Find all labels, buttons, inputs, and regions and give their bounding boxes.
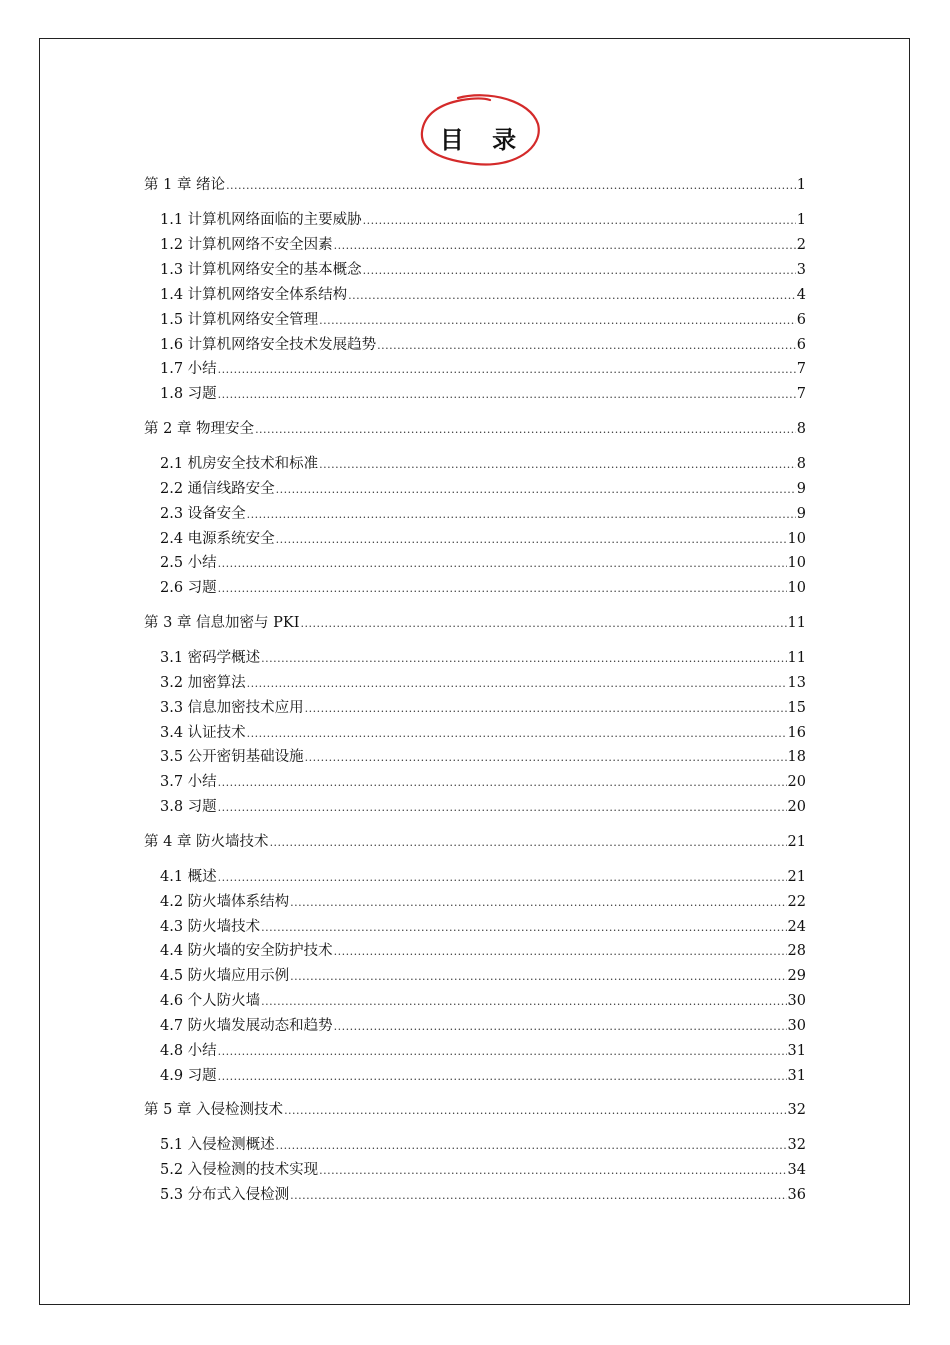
toc-chapter-entry bbox=[144, 831, 806, 853]
toc-dot-leader bbox=[218, 1065, 787, 1088]
toc-entry-title: 1.8 习题 bbox=[160, 386, 217, 403]
toc-page-number: 8 bbox=[796, 420, 806, 437]
toc-section-entry bbox=[160, 284, 806, 306]
toc-entry-title: 第 5 章 入侵检测技术 bbox=[144, 1102, 284, 1119]
toc-page-number: 32 bbox=[787, 1137, 806, 1154]
toc-dot-leader bbox=[218, 796, 787, 819]
toc-dot-leader bbox=[247, 503, 796, 526]
toc-page-number: 4 bbox=[796, 286, 806, 303]
toc-page-number: 31 bbox=[787, 1067, 806, 1084]
toc-entry-title: 4.5 防火墙应用示例 bbox=[160, 968, 290, 985]
toc-entry-title: 第 3 章 信息加密与 PKI bbox=[144, 614, 300, 631]
toc-page-number: 9 bbox=[796, 480, 806, 497]
toc-dot-leader bbox=[377, 334, 796, 357]
toc-entry-title: 1.2 计算机网络不安全因素 bbox=[160, 236, 333, 253]
toc-section-entry bbox=[160, 503, 806, 525]
toc-section-entry bbox=[160, 771, 806, 793]
toc-section-entry bbox=[160, 528, 806, 550]
toc-entry-title: 3.2 加密算法 bbox=[160, 674, 246, 691]
toc-entry-title: 1.6 计算机网络安全技术发展趋势 bbox=[160, 336, 377, 353]
toc-entry-title: 第 4 章 防火墙技术 bbox=[144, 833, 269, 850]
toc-entry-title: 3.7 小结 bbox=[160, 774, 217, 791]
toc-dot-leader bbox=[270, 831, 787, 854]
toc-chapter-entry bbox=[144, 174, 806, 196]
toc-entry-title: 4.2 防火墙体系结构 bbox=[160, 893, 290, 910]
toc-page-number: 10 bbox=[787, 580, 806, 597]
toc-entry-title: 1.7 小结 bbox=[160, 361, 217, 378]
toc-entry-title: 3.3 信息加密技术应用 bbox=[160, 699, 304, 716]
toc-page-number: 22 bbox=[787, 893, 806, 910]
toc-entry-title: 4.4 防火墙的安全防护技术 bbox=[160, 943, 333, 960]
toc-dot-leader bbox=[305, 746, 787, 769]
toc-dot-leader bbox=[276, 478, 796, 501]
toc-section-entry bbox=[160, 965, 806, 987]
toc-dot-leader bbox=[363, 209, 796, 232]
toc-chapter-entry bbox=[144, 612, 806, 634]
toc-entry-title: 4.3 防火墙技术 bbox=[160, 918, 261, 935]
toc-entry-title: 2.1 机房安全技术和标准 bbox=[160, 455, 319, 472]
toc-section-entry bbox=[160, 309, 806, 331]
toc-section-entry bbox=[160, 209, 806, 231]
toc-page-number: 6 bbox=[796, 311, 806, 328]
toc-entry-title: 3.5 公开密钥基础设施 bbox=[160, 749, 304, 766]
toc-section-entry bbox=[160, 891, 806, 913]
toc-dot-leader bbox=[290, 891, 786, 914]
toc-page-number: 11 bbox=[787, 614, 806, 631]
toc-section-entry bbox=[160, 383, 806, 405]
toc-dot-leader bbox=[363, 259, 796, 282]
toc-dot-leader bbox=[218, 383, 796, 406]
toc-dot-leader bbox=[276, 1134, 787, 1157]
toc-section-entry bbox=[160, 334, 806, 356]
toc-section-entry bbox=[160, 552, 806, 574]
toc-entry-title: 5.1 入侵检测概述 bbox=[160, 1137, 275, 1154]
toc-dot-leader bbox=[290, 1184, 786, 1207]
toc-page-number: 36 bbox=[787, 1187, 806, 1204]
page-title: 目 录 bbox=[439, 126, 527, 154]
toc-section-entry bbox=[160, 1134, 806, 1156]
toc-page-number: 21 bbox=[787, 868, 806, 885]
toc-page-number: 21 bbox=[787, 833, 806, 850]
toc-dot-leader bbox=[334, 940, 787, 963]
toc-chapter-entry bbox=[144, 418, 806, 440]
toc-dot-leader bbox=[261, 916, 786, 939]
toc-dot-leader bbox=[334, 234, 796, 257]
toc-entry-title: 第 2 章 物理安全 bbox=[144, 420, 255, 437]
toc-entry-title: 2.2 通信线路安全 bbox=[160, 480, 275, 497]
toc-page-number: 7 bbox=[796, 361, 806, 378]
toc-page-number: 7 bbox=[796, 386, 806, 403]
toc-section-entry bbox=[160, 577, 806, 599]
toc-section-entry bbox=[160, 1015, 806, 1037]
toc-page-number: 10 bbox=[787, 555, 806, 572]
toc-page-number: 32 bbox=[787, 1102, 806, 1119]
toc-dot-leader bbox=[290, 965, 786, 988]
toc-page-number: 2 bbox=[796, 236, 806, 253]
toc-entry-title: 第 1 章 绪论 bbox=[144, 177, 226, 193]
toc-entry-title: 5.3 分布式入侵检测 bbox=[160, 1187, 290, 1204]
toc-page-number: 30 bbox=[787, 1018, 806, 1035]
toc-section-entry bbox=[160, 358, 806, 380]
toc-entry-title: 1.3 计算机网络安全的基本概念 bbox=[160, 261, 362, 278]
toc-page-number: 3 bbox=[796, 261, 806, 278]
toc-page-number: 16 bbox=[787, 724, 806, 741]
toc-section-entry bbox=[160, 1159, 806, 1181]
toc-dot-leader bbox=[218, 866, 787, 889]
toc-section-entry bbox=[160, 866, 806, 888]
toc-entry-title: 1.4 计算机网络安全体系结构 bbox=[160, 286, 348, 303]
toc-page-number: 15 bbox=[787, 699, 806, 716]
toc-section-entry bbox=[160, 940, 806, 962]
toc-section-entry bbox=[160, 672, 806, 694]
toc-page-number: 6 bbox=[796, 336, 806, 353]
toc-entry-title: 4.6 个人防火墙 bbox=[160, 993, 261, 1010]
toc-dot-leader bbox=[218, 358, 796, 381]
toc-entry-title: 2.5 小结 bbox=[160, 555, 217, 572]
toc-page-number: 8 bbox=[796, 455, 806, 472]
toc-dot-leader bbox=[334, 1015, 787, 1038]
toc-dot-leader bbox=[300, 612, 786, 635]
toc-section-entry bbox=[160, 1184, 806, 1206]
toc-entry-title: 1.5 计算机网络安全管理 bbox=[160, 311, 319, 328]
toc-dot-leader bbox=[226, 174, 796, 197]
toc-entry-title: 2.3 设备安全 bbox=[160, 505, 246, 522]
toc-dot-leader bbox=[319, 1159, 786, 1182]
toc-section-entry bbox=[160, 746, 806, 768]
toc-dot-leader bbox=[276, 528, 787, 551]
toc-dot-leader bbox=[261, 990, 786, 1013]
toc-dot-leader bbox=[218, 1040, 787, 1063]
toc-page-number: 11 bbox=[787, 649, 806, 666]
toc-entry-title: 4.7 防火墙发展动态和趋势 bbox=[160, 1018, 333, 1035]
toc-section-entry bbox=[160, 697, 806, 719]
toc-section-entry bbox=[160, 234, 806, 256]
toc-dot-leader bbox=[218, 577, 787, 600]
toc-section-entry bbox=[160, 722, 806, 744]
toc-dot-leader bbox=[247, 722, 787, 745]
toc-page-number: 1 bbox=[796, 177, 806, 193]
toc-section-entry bbox=[160, 1065, 806, 1087]
toc-entry-title: 4.8 小结 bbox=[160, 1043, 217, 1059]
toc-chapter-entry bbox=[144, 1099, 806, 1121]
toc-section-entry bbox=[160, 1040, 806, 1062]
toc-entry-title: 2.4 电源系统安全 bbox=[160, 530, 275, 547]
toc-page-number: 1 bbox=[796, 212, 806, 228]
toc-section-entry bbox=[160, 916, 806, 938]
toc-entry-title: 3.1 密码学概述 bbox=[160, 649, 261, 666]
toc-page-number: 13 bbox=[787, 674, 806, 691]
toc-section-entry bbox=[160, 647, 806, 669]
toc-dot-leader bbox=[218, 552, 787, 575]
toc-entry-title: 4.9 习题 bbox=[160, 1067, 217, 1084]
toc-entry-title: 1.1 计算机网络面临的主要威胁 bbox=[160, 212, 362, 228]
toc-page-number: 18 bbox=[787, 749, 806, 766]
toc-page-number: 29 bbox=[787, 968, 806, 985]
toc-page-number: 20 bbox=[787, 799, 806, 816]
toc-entry-title: 4.1 概述 bbox=[160, 868, 217, 885]
toc-dot-leader bbox=[284, 1099, 786, 1122]
toc-entry-title: 3.8 习题 bbox=[160, 799, 217, 816]
toc-section-entry bbox=[160, 478, 806, 500]
toc-page-number: 28 bbox=[787, 943, 806, 960]
toc-dot-leader bbox=[305, 697, 787, 720]
toc-entry-title: 5.2 入侵检测的技术实现 bbox=[160, 1162, 319, 1179]
toc-section-entry bbox=[160, 259, 806, 281]
toc-dot-leader bbox=[247, 672, 787, 695]
toc-dot-leader bbox=[319, 453, 796, 476]
toc-dot-leader bbox=[261, 647, 786, 670]
toc-dot-leader bbox=[348, 284, 796, 307]
toc-section-entry bbox=[160, 990, 806, 1012]
toc-page-number: 10 bbox=[787, 530, 806, 547]
toc-dot-leader bbox=[255, 418, 796, 441]
toc-page-number: 9 bbox=[796, 505, 806, 522]
toc-page-number: 34 bbox=[787, 1162, 806, 1179]
toc-page-number: 20 bbox=[787, 774, 806, 791]
toc-page-number: 31 bbox=[787, 1043, 806, 1059]
toc-page-number: 24 bbox=[787, 918, 806, 935]
title-block bbox=[418, 92, 542, 172]
toc-entry-title: 2.6 习题 bbox=[160, 580, 217, 597]
toc-section-entry bbox=[160, 453, 806, 475]
toc-dot-leader bbox=[319, 309, 796, 332]
toc-section-entry bbox=[160, 796, 806, 818]
toc-entry-title: 3.4 认证技术 bbox=[160, 724, 246, 741]
toc-dot-leader bbox=[218, 771, 787, 794]
toc-page-number: 30 bbox=[787, 993, 806, 1010]
